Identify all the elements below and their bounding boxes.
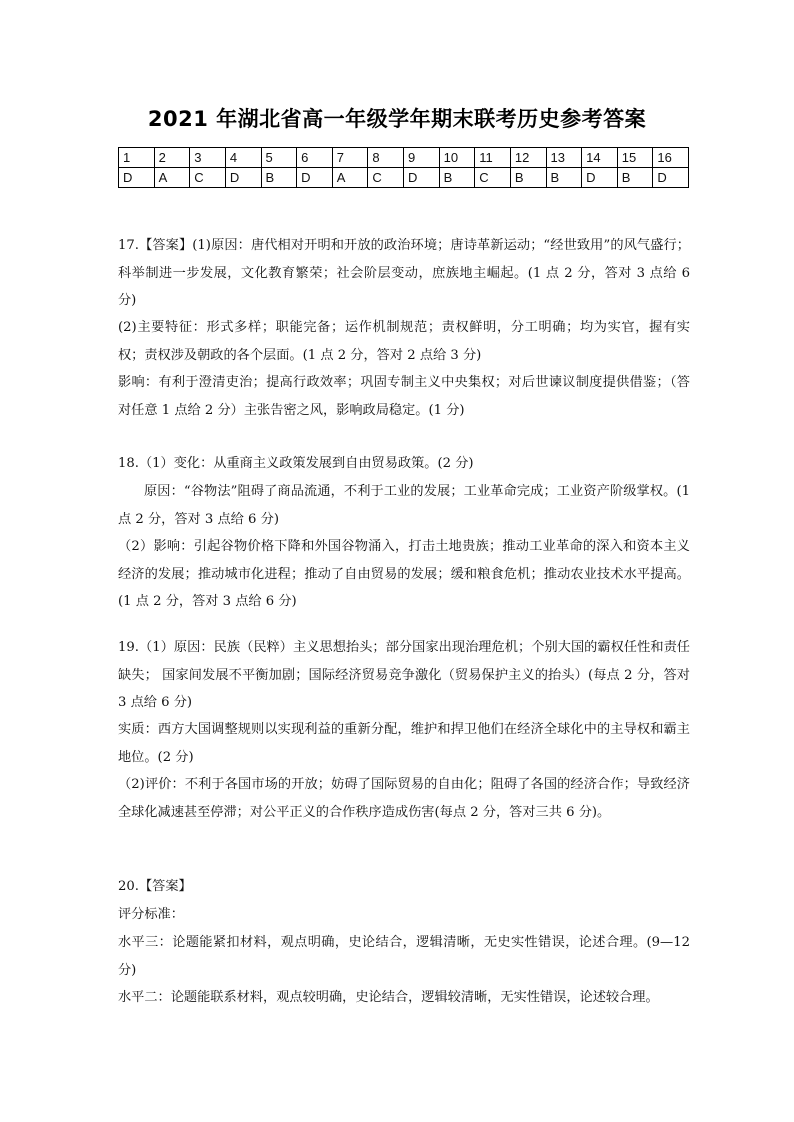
question-number-cell: 6 bbox=[297, 148, 333, 168]
question-number-cell: 9 bbox=[404, 148, 440, 168]
question-number-row bbox=[119, 148, 689, 168]
question-number-cell: 8 bbox=[368, 148, 404, 168]
q17-part1-paragraph: 17.【答案】(1)原因：唐代相对开明和开放的政治环境；唐诗革新运动；“经世致用”的风气盛行；科举制进一步发展，文化教育繁荣；社会阶层变动，庶族地主崛起。(1 点 2 分，答对 3 点给 6 分) bbox=[118, 238, 690, 308]
answer-cell: D bbox=[582, 168, 618, 188]
question-number-cell: 3 bbox=[190, 148, 226, 168]
answer-cell: A bbox=[154, 168, 190, 188]
answer-cell: B bbox=[617, 168, 653, 188]
q17-part2-paragraph: (2)主要特征：形式多样；职能完备；运作机制规范；责权鲜明，分工明确；均为实官，握有实权；责权涉及朝政的各个层面。(1 点 2 分，答对 2 点给 3 分) bbox=[118, 320, 690, 363]
q18-part2-paragraph: （2）影响：引起谷物价格下降和外国谷物涌入，打击土地贵族；推动工业革命的深入和资本主义经济的发展；推动城市化进程；推动了自由贸易的发展；缓和粮食危机；推动农业技术水平提高。(1 点 2 分，答对 3 点给 6 分) bbox=[118, 539, 690, 609]
question-number-cell: 7 bbox=[332, 148, 368, 168]
answer-cell: B bbox=[546, 168, 582, 188]
q17-impact-paragraph: 影响：有利于澄清吏治；提高行政效率；巩固专制主义中央集权；对后世谏议制度提供借鉴；（答对任意 1 点给 2 分）主张告密之风，影响政局稳定。(1 分) bbox=[118, 375, 690, 418]
question-number-cell: 2 bbox=[154, 148, 190, 168]
q18-part1-paragraph: 18.（1）变化：从重商主义政策发展到自由贸易政策。(2 分) bbox=[118, 456, 474, 471]
question-number-cell: 15 bbox=[617, 148, 653, 168]
answer-cell: D bbox=[225, 168, 261, 188]
answer-cell: A bbox=[332, 168, 368, 188]
answer-cell: D bbox=[653, 168, 689, 188]
answer-cell: C bbox=[190, 168, 226, 188]
q19-essence-paragraph: 实质：西方大国调整规则以实现利益的重新分配，维护和捍卫他们在经济全球化中的主导权和霸主地位。(2 分) bbox=[118, 722, 690, 765]
q20-header: 20.【答案】 bbox=[118, 879, 192, 894]
q20-level3-paragraph: 水平三：论题能紧扣材料，观点明确，史论结合，逻辑清晰，无史实性错误，论述合理。(9—12 分) bbox=[118, 935, 690, 978]
answer-cell: D bbox=[119, 168, 155, 188]
question-number-cell: 13 bbox=[546, 148, 582, 168]
question-number-cell: 14 bbox=[582, 148, 618, 168]
answer-cell: B bbox=[439, 168, 475, 188]
question-number-cell: 16 bbox=[653, 148, 689, 168]
question-number-cell: 5 bbox=[261, 148, 297, 168]
answer-table bbox=[118, 147, 689, 188]
question-number-cell: 4 bbox=[225, 148, 261, 168]
answer-cell: D bbox=[404, 168, 440, 188]
question-number-cell: 10 bbox=[439, 148, 475, 168]
question-number-cell: 12 bbox=[510, 148, 546, 168]
page-title: 2021 年湖北省高一年级学年期末联考历史参考答案 bbox=[147, 107, 647, 131]
q19-part1-paragraph: 19.（1）原因：民族（民粹）主义思想抬头；部分国家出现治理危机；个别大国的霸权任性和责任缺失； 国家间发展不平衡加剧；国际经济贸易竞争激化（贸易保护主义的抬头）(每点 2 分，答对 3 点给 6 分) bbox=[118, 640, 690, 710]
question-number-cell: 11 bbox=[475, 148, 511, 168]
question-number-cell: 1 bbox=[119, 148, 155, 168]
answer-cell: C bbox=[368, 168, 404, 188]
answer-row bbox=[119, 168, 689, 188]
answer-cell: B bbox=[261, 168, 297, 188]
q20-level2-paragraph: 水平二：论题能联系材料，观点较明确，史论结合，逻辑较清晰，无实性错误，论述较合理。 bbox=[118, 990, 659, 1005]
answer-cell: B bbox=[510, 168, 546, 188]
answer-cell: D bbox=[297, 168, 333, 188]
q19-part2-paragraph: （2)评价：不利于各国市场的开放；妨碍了国际贸易的自由化；阻碍了各国的经济合作；导致经济全球化减速甚至停滞；对公平正义的合作秩序造成伤害(每点 2 分，答对三共 6 分)。 bbox=[118, 777, 690, 820]
q20-criteria-label: 评分标准： bbox=[118, 907, 184, 922]
answer-cell: C bbox=[475, 168, 511, 188]
q18-reason-paragraph: 原因：“谷物法”阻碍了商品流通，不利于工业的发展；工业革命完成；工业资产阶级掌权。(1 点 2 分，答对 3 点给 6 分) bbox=[118, 484, 690, 527]
